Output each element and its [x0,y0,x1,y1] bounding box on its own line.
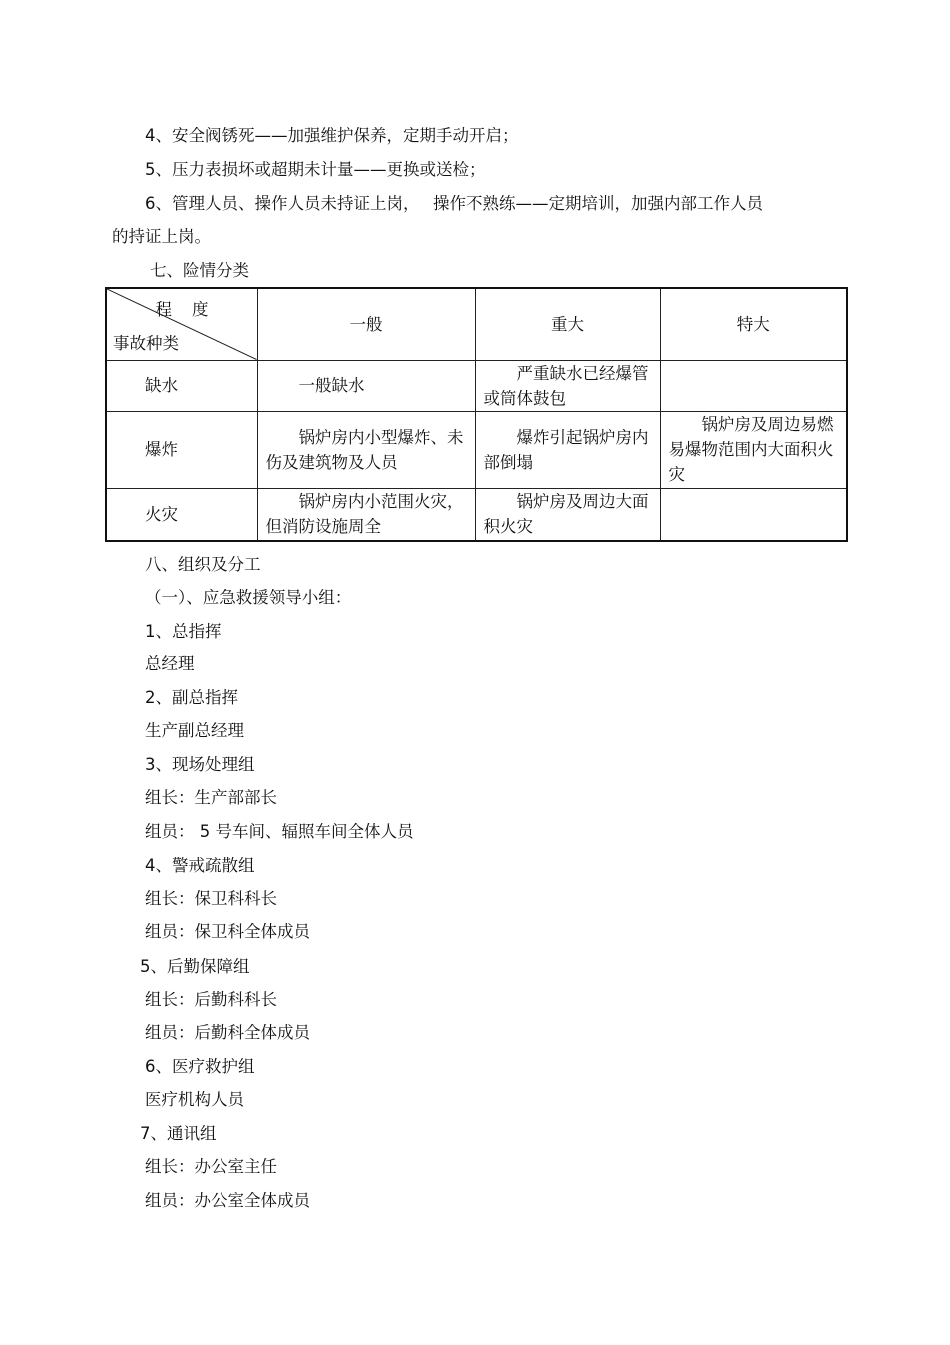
table-cell: 锅炉房内小范围火灾，但消防设施周全 [257,488,475,541]
section-heading: 七、险情分类 [150,261,249,280]
hazard-classification-table [105,287,848,542]
table-row [106,411,847,488]
header-accident-type: 事故种类 [113,333,179,353]
text-line: 6、管理人员、操作人员未持证上岗， 操作不熟练——定期培训，加强内部工作人员 [145,194,763,213]
text-line: 组员： 5 号车间、辐照车间全体人员 [145,822,414,841]
diagonal-header-cell [106,288,257,360]
text-line: 7、通讯组 [140,1124,217,1143]
text-line: 医疗机构人员 [145,1090,244,1109]
text-line: 的持证上岗。 [112,227,211,246]
text-line: 2、副总指挥 [145,688,238,707]
column-header: 特大 [660,288,847,360]
text-line: 3、现场处理组 [145,755,255,774]
text-line: 4、安全阀锈死——加强维护保养，定期手动开启； [145,126,519,145]
section-heading: 八、组织及分工 [145,555,261,574]
table-cell: 一般缺水 [257,360,475,411]
table-cell [660,360,847,411]
text-line: 4、警戒疏散组 [145,856,255,875]
text-line: 1、总指挥 [145,622,222,641]
text-line: 组员：办公室全体成员 [145,1191,310,1210]
row-label: 爆炸 [106,411,257,488]
text-line: 组长：保卫科科长 [145,889,277,908]
text-line: 组长：后勤科科长 [145,990,277,1009]
text-line: 5、后勤保障组 [140,957,250,976]
text-line: 6、医疗救护组 [145,1057,255,1076]
text-line: 组员：保卫科全体成员 [145,922,310,941]
row-label: 火灾 [106,488,257,541]
table-cell: 锅炉房及周边易燃易爆物范围内大面积火灾 [660,411,847,488]
table-row [106,360,847,411]
header-degree: 程度 [155,300,229,319]
table-cell: 锅炉房及周边大面积火灾 [475,488,660,541]
table-row [106,488,847,541]
table-cell: 锅炉房内小型爆炸、未伤及建筑物及人员 [257,411,475,488]
text-line: 生产副总经理 [145,721,244,740]
text-line: 总经理 [145,654,195,673]
table-cell: 严重缺水已经爆管或筒体鼓包 [475,360,660,411]
subsection-heading: （一）、应急救援领导小组： [145,588,352,607]
text-line: 组员：后勤科全体成员 [145,1023,310,1042]
column-header: 重大 [475,288,660,360]
table-cell: 爆炸引起锅炉房内部倒塌 [475,411,660,488]
column-header: 一般 [257,288,475,360]
text-line: 5、压力表损坏或超期未计量——更换或送检； [145,160,486,179]
table-header-row [106,288,847,360]
text-line: 组长：办公室主任 [145,1157,277,1176]
row-label: 缺水 [106,360,257,411]
text-line: 组长：生产部部长 [145,788,277,807]
table-cell [660,488,847,541]
